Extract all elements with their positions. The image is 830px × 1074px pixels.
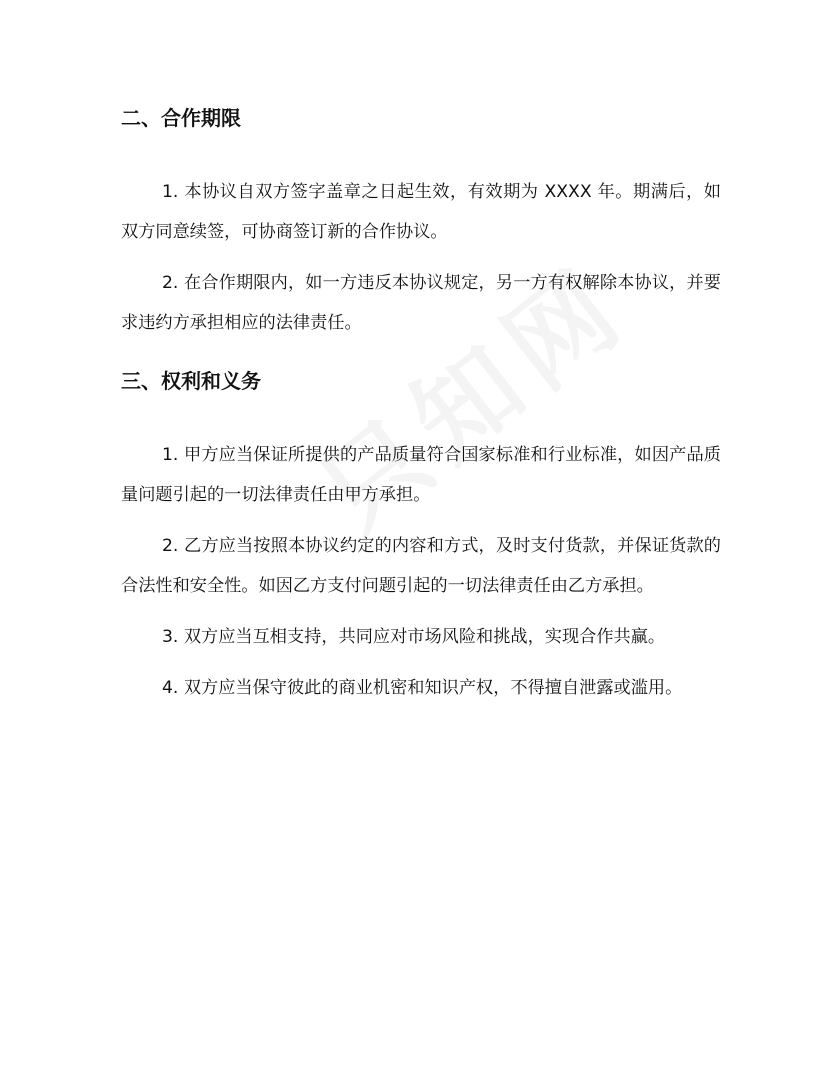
paragraph: 2. 在合作期限内，如一方违反本协议规定，另一方有权解除本协议，并要求违约方承担相应的法律责任。 bbox=[121, 273, 721, 333]
paragraph: 2. 乙方应当按照本协议约定的内容和方式，及时支付货款，并保证货款的合法性和安全性。如因乙方支付问题引起的一切法律责任由乙方承担。 bbox=[121, 536, 721, 596]
paragraph: 1. 甲方应当保证所提供的产品质量符合国家标准和行业标准，如因产品质量问题引起的一切法律责任由甲方承担。 bbox=[121, 445, 721, 505]
section-heading: 二、合作期限 bbox=[121, 106, 241, 130]
paragraph: 4. 双方应当保守彼此的商业机密和知识产权，不得擅自泄露或滥用。 bbox=[162, 678, 683, 698]
section-cooperation-term bbox=[121, 98, 721, 343]
paragraph: 3. 双方应当互相支持，共同应对市场风险和挑战，实现合作共赢。 bbox=[162, 627, 666, 647]
section-rights-obligations bbox=[121, 361, 721, 708]
paragraph: 1. 本协议自双方签字盖章之日起生效，有效期为 XXXX 年。期满后，如双方同意续签，可协商签订新的合作协议。 bbox=[121, 182, 721, 242]
section-heading: 三、权利和义务 bbox=[121, 369, 261, 393]
document-body bbox=[121, 98, 721, 719]
